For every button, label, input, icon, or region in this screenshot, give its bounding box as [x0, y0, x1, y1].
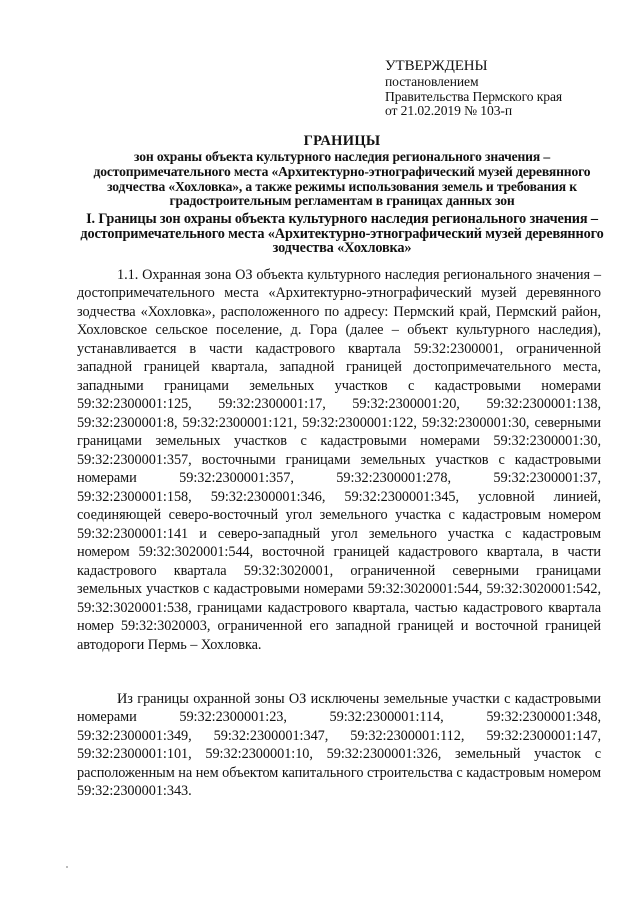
- paragraph-exclusions: Из границы охранной зоны ОЗ исключены земельные участки с кадастровыми номерами 59:32:2300001:23, 59:32:2300001:114, 59:32:2300001:348, 59:32:2300001:349, 59:32:2300001:347, 59:32:2300001:112, 59:32:2300001:147, 59:32:2300001:101, 59:32:2300001:10, 59:32:2300001:326, земельный участок с расположенным на нем объектом капитального строительства с кадастровым номером 59:32:2300001:343.: [77, 691, 601, 800]
- approval-line-1: постановлением: [385, 74, 479, 89]
- approval-line-3: от 21.02.2019 № 103-п: [385, 103, 512, 118]
- document-title: ГРАНИЦЫ: [303, 133, 381, 149]
- section-heading: I. Границы зон охраны объекта культурного наследия регионального значения – достопримечательного места «Архитектурно-этнографический музей деревянного зодчества «Хохловка»: [80, 211, 604, 257]
- paragraph-1-1: 1.1. Охранная зона ОЗ объекта культурного наследия регионального значения – достопримечательного места «Архитектурно-этнографический музей деревянного зодчества «Хохловка», расположенного по адресу: Пермский край, Пермский район, Хохловское сельское поселение, д. Гора (далее – объект культурного наследия), устанавливается в части кадастрового квартала 59:32:2300001, ограниченной западной границей квартала, западной границей достопримечательного места, западными границами земельных участков с кадастровыми номерами 59:32:2300001:125, 59:32:2300001:17, 59:32:2300001:20, 59:32:2300001:138, 59:32:2300001:8, 59:32:2300001:121, 59:32:2300001:122, 59:32:2300001:30, северными границами земельных участков с кадастровыми номерами 59:32:2300001:30, 59:32:2300001:357, восточными границами земельных участков с кадастровыми номерами 59:32:2300001:357, 59:32:2300001:278, 59:32:2300001:37, 59:32:2300001:158, 59:32:2300001:346, 59:32:2300001:345, условной линией, соединяющей северо-восточный угол земельного участка с кадастровым номером 59:32:2300001:141 и северо-западный угол земельного участка с кадастровым номером 59:32:3020001:544, восточной границей кадастрового квартала, в части кадастрового квартала 59:32:3020001, ограниченной северными границами земельных участков с кадастровыми номерами 59:32:3020001:544, 59:32:3020001:542, 59:32:3020001:538, границами кадастрового квартала, частью кадастрового квартала номер 59:32:3020003, ограниченной его западной границей и восточной границей автодороги Пермь – Хохловка.: [77, 267, 601, 653]
- approval-line-2: Правительства Пермского края: [385, 88, 563, 104]
- scan-mark: [66, 866, 68, 868]
- approval-block: [385, 58, 625, 119]
- document-subtitle: зон охраны объекта культурного наследия регионального значения – достопримечательного места «Архитектурно-этнографический музей деревянного зодчества «Хохловка», а также режимы использования земель и требования к градостроительным регламентам в границах данных зон: [93, 149, 591, 209]
- approval-title: УТВЕРЖДЕНЫ: [385, 58, 488, 74]
